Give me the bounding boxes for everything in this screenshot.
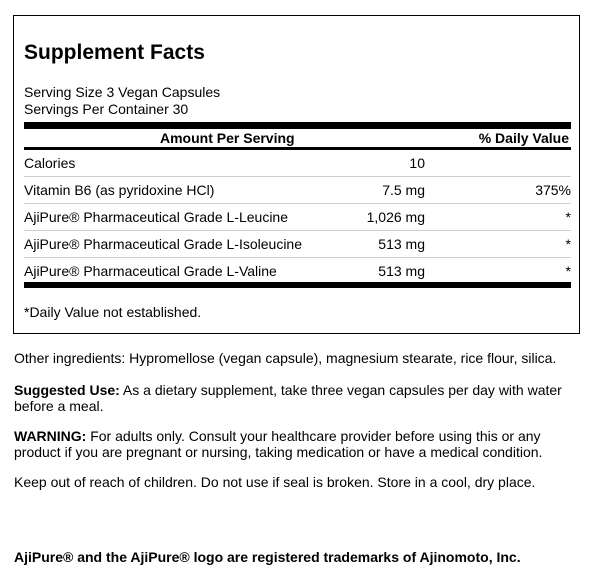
nutrient-name: AjiPure® Pharmaceutical Grade L-Leucine [24,209,289,225]
nutrient-daily-value: * [565,209,571,225]
supplement-facts-panel [13,15,580,334]
suggested-use-text: As a dietary supplement, take three vegan capsules per day with water before a meal. [14,382,562,414]
warning-label: WARNING: [14,428,87,444]
nutrient-row-vitamin-b6 [24,177,571,204]
nutrient-amount: 513 mg [378,236,425,252]
nutrient-row-l-leucine [24,204,571,231]
warning-text: For adults only. Consult your healthcare provider before using this or any product if you are pregnant or nursing, taking medication or have a medical condition. [14,428,543,460]
storage-notice: Keep out of reach of children. Do not use if seal is broken. Store in a cool, dry place. [14,474,536,490]
bottom-divider [24,282,571,288]
nutrient-daily-value: 375% [535,182,571,198]
nutrient-daily-value: * [565,263,571,279]
facts-title: Supplement Facts [24,41,205,64]
nutrient-amount: 10 [409,155,425,171]
nutrient-row-l-isoleucine [24,231,571,258]
nutrient-name: AjiPure® Pharmaceutical Grade L-Valine [24,263,277,279]
daily-value-footnote: *Daily Value not established. [24,304,202,320]
nutrient-row-l-valine [24,258,571,285]
nutrient-name: AjiPure® Pharmaceutical Grade L-Isoleucine [24,236,303,252]
nutrient-name: Vitamin B6 (as pyridoxine HCl) [24,182,215,198]
nutrient-amount: 7.5 mg [382,182,425,198]
nutrient-daily-value: * [565,236,571,252]
serving-size: Serving Size 3 Vegan Capsules [24,84,221,100]
suggested-use-label: Suggested Use: [14,382,120,398]
amount-per-serving-header: Amount Per Serving [160,130,295,146]
nutrient-name: Calories [24,155,76,171]
daily-value-header: % Daily Value [478,130,569,146]
trademark-notice: AjiPure® and the AjiPure® logo are registered trademarks of Ajinomoto, Inc. [14,549,521,565]
nutrient-amount: 1,026 mg [366,209,425,225]
nutrient-amount: 513 mg [378,263,425,279]
thick-divider [24,122,571,129]
suggested-use [14,382,586,414]
other-ingredients: Other ingredients: Hypromellose (vegan capsule), magnesium stearate, rice flour, silica. [14,350,557,366]
warning [14,428,586,460]
servings-per-container: Servings Per Container 30 [24,101,189,117]
nutrient-row-calories [24,150,571,177]
